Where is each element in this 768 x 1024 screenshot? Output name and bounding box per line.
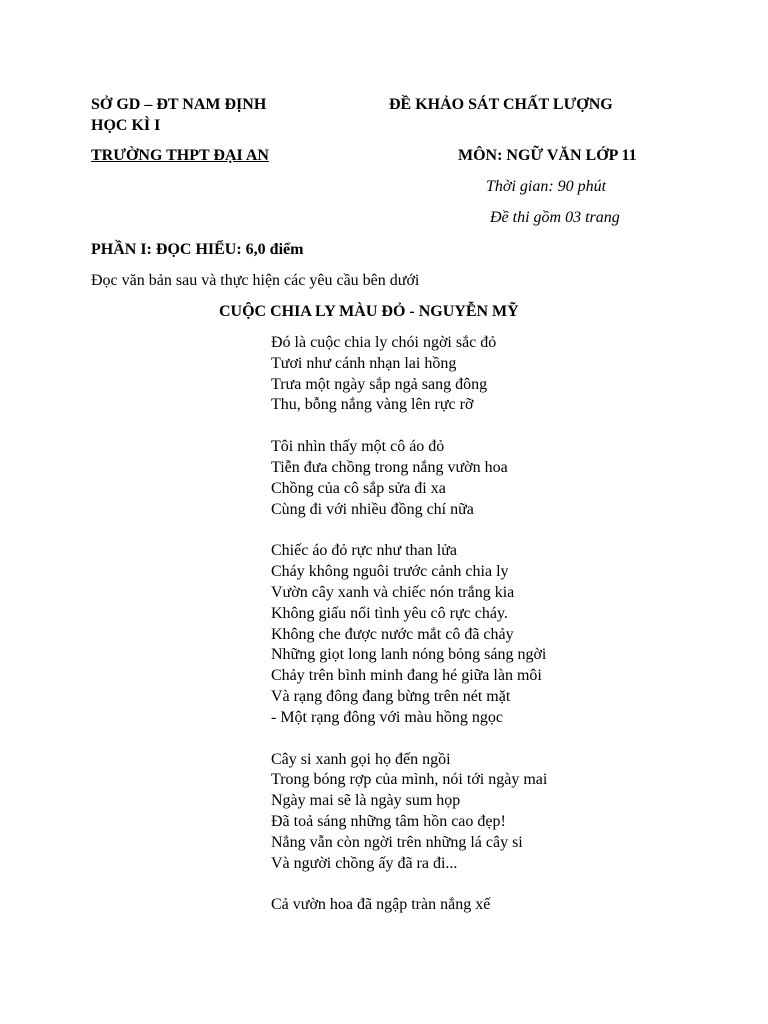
poem-stanza (271, 437, 547, 520)
semester-label: HỌC KÌ I (91, 117, 161, 134)
poem-line: Nắng vẫn còn ngời trên những lá cây si (271, 833, 523, 851)
poem-line: Chồng của cô sắp sửa đi xa (271, 479, 446, 497)
poem-line: Cả vườn hoa đã ngập tràn nắng xế (271, 896, 491, 914)
poem-line: Không che được nước mắt cô đã chảy (271, 625, 514, 643)
poem-line: Và người chồng ấy đã ra đi... (271, 854, 458, 872)
poem-line: Tôi nhìn thấy một cô áo đỏ (271, 438, 445, 456)
section-title: PHẦN I: ĐỌC HIỂU: 6,0 điểm (91, 241, 304, 258)
poem-line: Tiễn đưa chồng trong nắng vườn hoa (271, 458, 508, 476)
exam-title: ĐỀ KHẢO SÁT CHẤT LƯỢNG (389, 96, 613, 113)
poem-line: Trong bóng rợp của mình, nói tới ngày mai (271, 771, 548, 789)
poem-stanza (271, 895, 547, 916)
poem-line: Chảy trên bình minh đang hé giữa làn môi (271, 667, 542, 685)
poem-line: Vườn cây xanh và chiếc nón trắng kia (271, 583, 515, 601)
poem-stanza (271, 541, 547, 728)
poem-line: Cháy không nguôi trước cảnh chia ly (271, 563, 509, 581)
poem-line: Thu, bỗng nắng vàng lên rực rỡ (271, 396, 474, 414)
poem-title: CUỘC CHIA LY MÀU ĐỎ - NGUYỄN MỸ (219, 303, 519, 320)
exam-duration: Thời gian: 90 phút (486, 178, 607, 195)
poem-stanza (271, 333, 547, 416)
poem-line: Chiếc áo đỏ rực như than lửa (271, 542, 457, 560)
poem-stanza (271, 750, 547, 875)
poem-line: Những giọt long lanh nóng bỏng sáng ngời (271, 646, 547, 664)
poem-body (271, 333, 547, 937)
subject-label: MÔN: NGỮ VĂN LỚP 11 (458, 147, 637, 164)
poem-line: Và rạng đông đang bừng trên nét mặt (271, 687, 511, 705)
poem-line: Cây si xanh gọi họ đến ngồi (271, 750, 451, 768)
poem-line: Ngày mai sẽ là ngày sum họp (271, 792, 461, 810)
department-name: SỞ GD – ĐT NAM ĐỊNH (91, 96, 267, 113)
section-instruction: Đọc văn bản sau và thực hiện các yêu cầu bên dưới (91, 272, 420, 289)
school-name: TRƯỜNG THPT ĐẠI AN (91, 147, 269, 164)
poem-line: Không giấu nổi tình yêu cô rực cháy. (271, 604, 508, 622)
poem-line: Trưa một ngày sắp ngả sang đông (271, 375, 488, 393)
poem-line: Tươi như cánh nhạn lai hồng (271, 354, 457, 372)
poem-line: Đã toả sáng những tâm hồn cao đẹp! (271, 812, 506, 830)
page-count: Đề thi gồm 03 trang (490, 209, 620, 226)
poem-line: - Một rạng đông với màu hồng ngọc (271, 708, 503, 726)
poem-line: Cùng đi với nhiều đồng chí nữa (271, 500, 474, 518)
poem-line: Đó là cuộc chia ly chói ngời sắc đỏ (271, 334, 497, 351)
